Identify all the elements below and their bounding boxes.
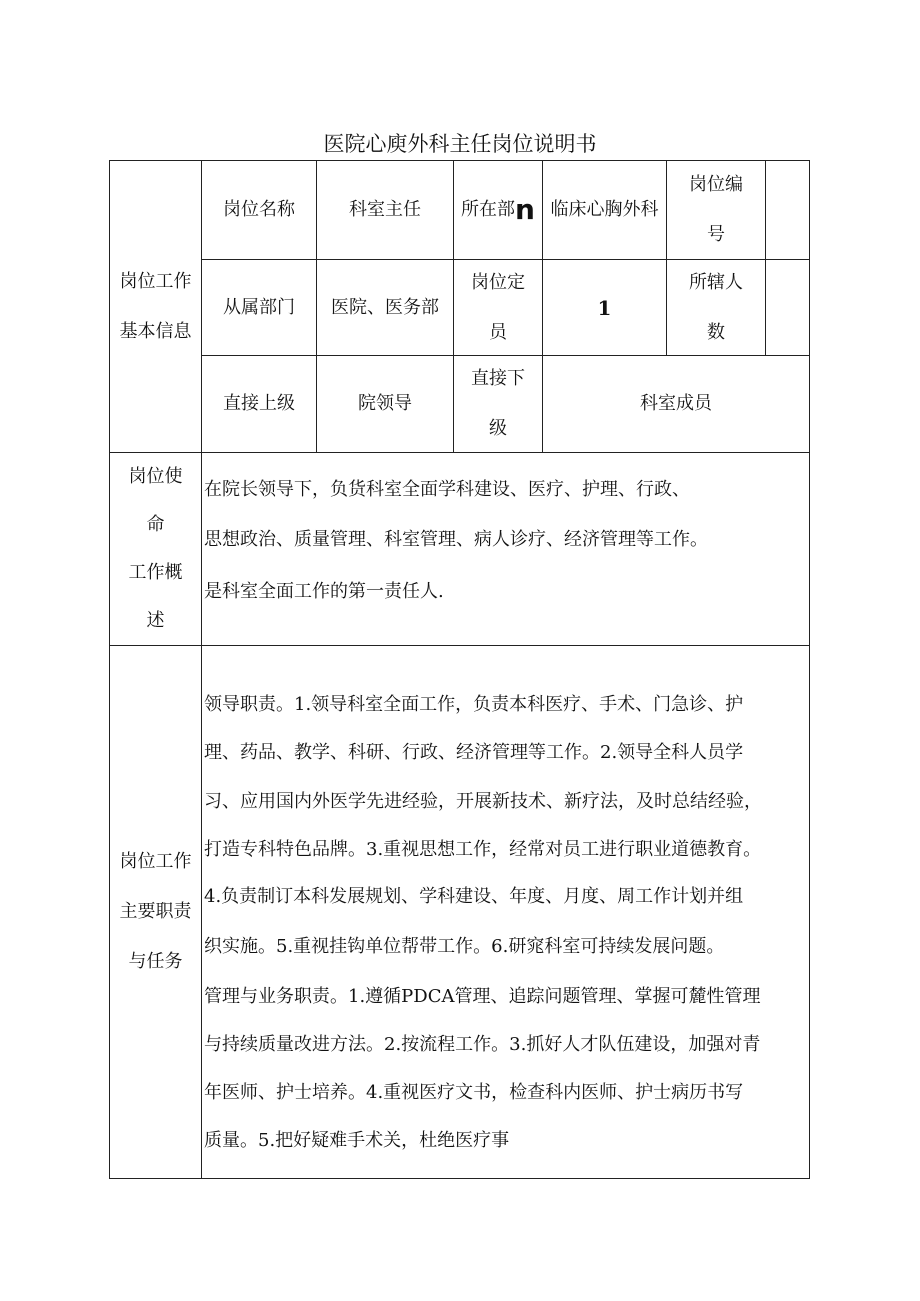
superior-label: 直接上级 <box>223 393 295 414</box>
duties-text-line: 织实施。5.重视挂钩单位帮带工作。6.研窕科室可持续发展问题。 <box>204 936 725 957</box>
duties-text-line: 4.负责制订本科发展规划、学科建设、年度、月度、周工作计划并组 <box>204 886 744 907</box>
direct-subordinate-label-line-2: 级 <box>489 418 507 439</box>
duties-text-line: 理、药品、教学、科研、行政、经济管理等工作。2.领导全科人员学 <box>204 742 744 763</box>
mission-text-line: 在院长领导下，负货科室全面学科建设、医疗、护理、行政、 <box>204 479 690 500</box>
mission-label-line: 述 <box>146 610 165 631</box>
subordinate-count-label <box>667 260 765 355</box>
dept-label-glyph: n <box>515 193 535 226</box>
post-name-label: 岗位名称 <box>223 199 295 220</box>
table-border-bottom <box>109 1178 810 1179</box>
parent-dept-value: 医院、医务部 <box>331 296 439 318</box>
quota-label-line-2: 员 <box>489 321 507 343</box>
parent-dept-label: 从属部门 <box>223 296 295 318</box>
basic-info-label-line-1: 岗位工作 <box>119 270 192 292</box>
duties-section-label <box>110 646 201 1178</box>
quota-label <box>454 260 542 355</box>
quota-label-line-1: 岗位定 <box>471 271 525 293</box>
duties-label-line: 主要职责 <box>119 901 192 922</box>
duties-text-line: 年医师、护士培养。4.重视医疗文书，检查科内医师、护士病历书写 <box>204 1082 744 1103</box>
mission-text-line: 是科室全面工作的第一责任人. <box>204 581 444 602</box>
basic-info-section-label <box>110 161 201 452</box>
subordinate-count-label-line-1: 所辖人 <box>689 271 743 293</box>
dept-label-text: 所在部 <box>461 199 516 220</box>
duties-text-line: 与持续质量改进方法。2.按流程工作。3.抓好人才队伍建设，加强对青 <box>204 1034 761 1055</box>
section-divider-2 <box>109 645 810 646</box>
superior-value: 院领导 <box>358 393 412 414</box>
dept-value: 临床心胸外科 <box>550 199 659 220</box>
direct-subordinate-value: 科室成员 <box>640 393 712 414</box>
quota-value: 1 <box>597 295 612 320</box>
dept-label <box>454 161 542 259</box>
duties-label-line: 与任务 <box>128 951 183 972</box>
duties-text-line: 领导职责。1.领导科室全面工作，负责本科医疗、手术、门急诊、护 <box>204 694 744 715</box>
duties-text-line: 习、应用国内外医学先进经验，开展新技术、新疗法，及时总结经验， <box>204 791 762 812</box>
basic-info-label-line-2: 基本信息 <box>119 320 192 342</box>
duties-text-line: 打造专科特色品牌。3.重视思想工作，经常对员工进行职业道德教育。 <box>204 839 762 860</box>
subordinate-count-value <box>766 260 809 355</box>
post-number-label-line-1: 岗位编 <box>689 174 743 195</box>
duties-text-line: 管理与业务职责。1.遵循PDCA管理、追踪问题管理、掌握可麓性管理 <box>204 986 761 1007</box>
document-title: 医院心庾外科主任岗位说明书 <box>323 132 597 156</box>
mission-label-line: 岗位使 <box>128 466 183 487</box>
post-name-value: 科室主任 <box>349 199 421 220</box>
direct-subordinate-label-line-1: 直接下 <box>471 368 525 389</box>
mission-text-line: 思想政治、质量管理、科室管理、病人诊疗、经济管理等工作。 <box>204 529 708 550</box>
duties-text-line: 质量。5.把好疑难手术关，杜绝医疗事 <box>204 1130 510 1151</box>
post-number-value <box>766 161 809 259</box>
direct-subordinate-label <box>454 356 542 452</box>
table-border-right <box>809 160 810 1179</box>
post-number-label <box>667 161 765 259</box>
duties-label-line: 岗位工作 <box>119 851 192 872</box>
subordinate-count-label-line-2: 数 <box>707 321 725 343</box>
mission-label-line: 命 <box>146 514 165 535</box>
mission-section-label <box>110 453 201 645</box>
mission-label-line: 工作概 <box>128 562 183 583</box>
section-divider-1 <box>109 452 810 453</box>
post-number-label-line-2: 号 <box>707 224 725 245</box>
